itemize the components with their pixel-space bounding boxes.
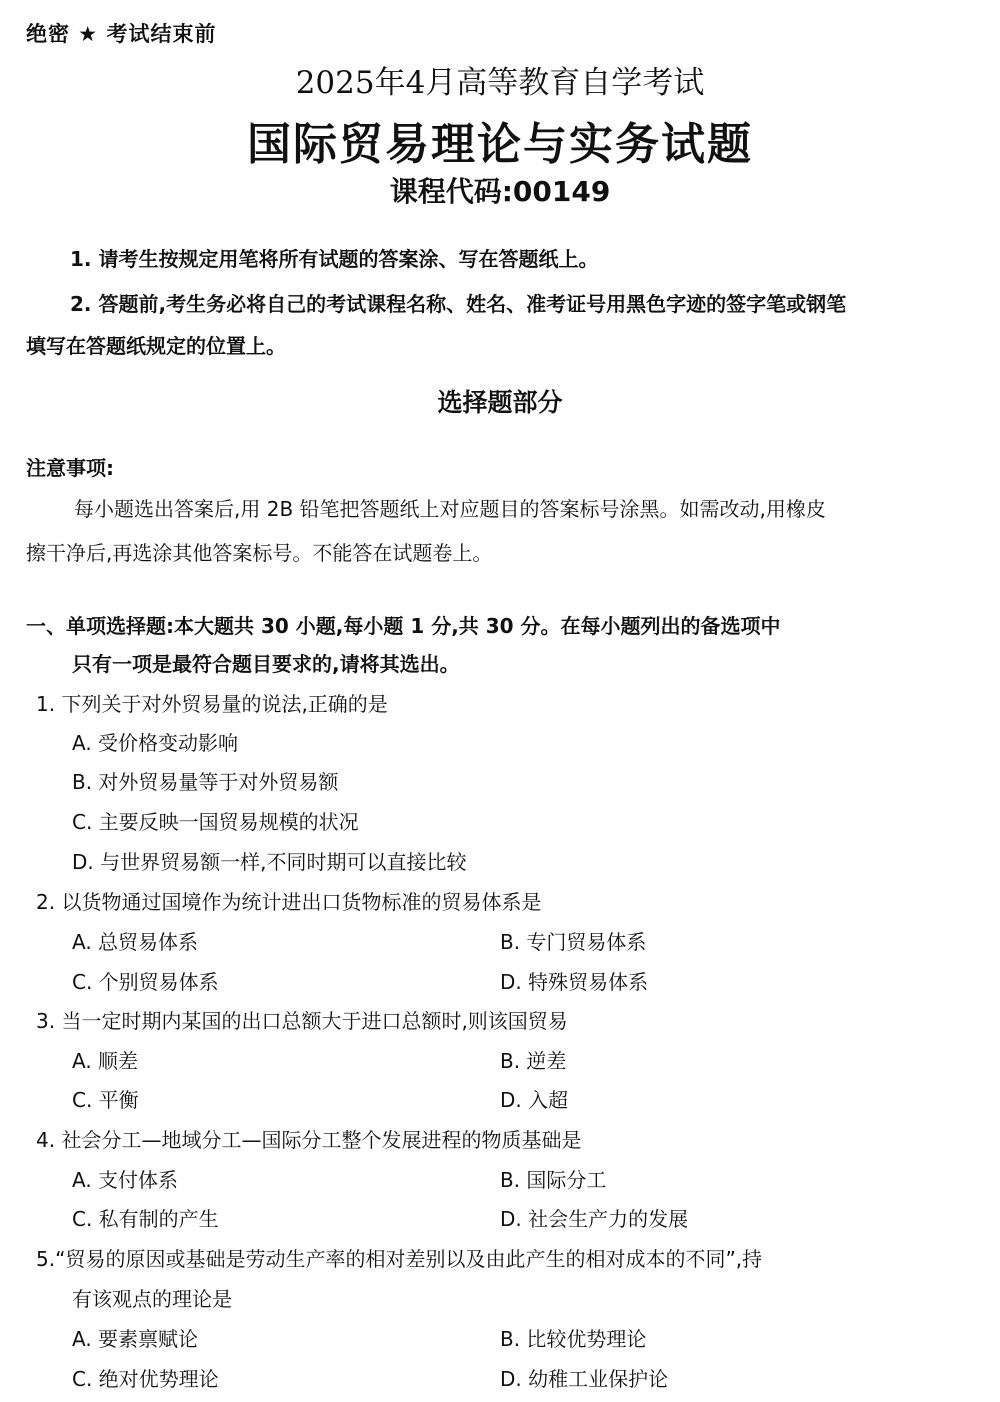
notice-label: 注意事项: [26,456,114,480]
instruction-2-cont: 填写在答题纸规定的位置上。 [26,334,286,358]
part1-heading-cont: 只有一项是最符合题目要求的,请将其选出。 [72,652,460,676]
confidential-mark: 绝密 ★ 考试结束前 [26,22,217,46]
question-4-option-c: C. 私有制的产生 [72,1207,219,1231]
notice-line-2: 擦干净后,再选涂其他答案标号。不能答在试题卷上。 [26,541,493,565]
question-3-option-a: A. 顺差 [72,1049,139,1073]
exam-title: 2025年4月高等教育自学考试 [295,65,705,101]
question-3-stem: 3. 当一定时期内某国的出口总额大于进口总额时,则该国贸易 [36,1009,568,1033]
question-2-option-a: A. 总贸易体系 [72,930,199,954]
question-5-option-d: D. 幼稚工业保护论 [500,1367,669,1391]
section-title: 选择题部分 [437,388,563,417]
question-1-option-a: A. 受价格变动影响 [72,731,239,755]
question-4-option-a: A. 支付体系 [72,1168,179,1192]
instruction-1: 1. 请考生按规定用笔将所有试题的答案涂、写在答题纸上。 [70,247,599,271]
question-1-option-d: D. 与世界贸易额一样,不同时期可以直接比较 [72,850,467,874]
question-4-option-b: B. 国际分工 [500,1168,607,1192]
question-5-option-b: B. 比较优势理论 [500,1327,647,1351]
question-2-option-c: C. 个别贸易体系 [72,970,219,994]
notice-line-1: 每小题选出答案后,用 2B 铅笔把答题纸上对应题目的答案标号涂黑。如需改动,用橡皮 [74,497,826,521]
question-1-option-c: C. 主要反映一国贸易规模的状况 [72,810,359,834]
question-2-option-d: D. 特殊贸易体系 [500,970,649,994]
question-5-option-a: A. 要素禀赋论 [72,1327,199,1351]
question-3-option-b: B. 逆差 [500,1049,567,1073]
instruction-2: 2. 答题前,考生务必将自己的考试课程名称、姓名、准考证号用黑色字迹的签字笔或钢笔 [70,292,847,316]
question-2-option-b: B. 专门贸易体系 [500,930,647,954]
question-4-stem: 4. 社会分工—地域分工—国际分工整个发展进程的物质基础是 [36,1128,582,1152]
course-code: 课程代码:00149 [389,175,611,208]
question-2-stem: 2. 以货物通过国境作为统计进出口货物标准的贸易体系是 [36,890,542,914]
question-3-option-c: C. 平衡 [72,1088,139,1112]
question-4-option-d: D. 社会生产力的发展 [500,1207,689,1231]
question-1-stem: 1. 下列关于对外贸易量的说法,正确的是 [36,692,388,716]
part1-heading: 一、单项选择题:本大题共 30 小题,每小题 1 分,共 30 分。在每小题列出的备选项中 [26,614,781,638]
question-5-option-c: C. 绝对优势理论 [72,1367,219,1391]
question-1-option-b: B. 对外贸易量等于对外贸易额 [72,770,339,794]
question-5-stem-cont: 有该观点的理论是 [72,1287,232,1311]
question-5-stem: 5.“贸易的原因或基础是劳动生产率的相对差别以及由此产生的相对成本的不同”,持 [36,1247,763,1271]
question-3-option-d: D. 入超 [500,1088,569,1112]
paper-title: 国际贸易理论与实务试题 [247,119,753,170]
